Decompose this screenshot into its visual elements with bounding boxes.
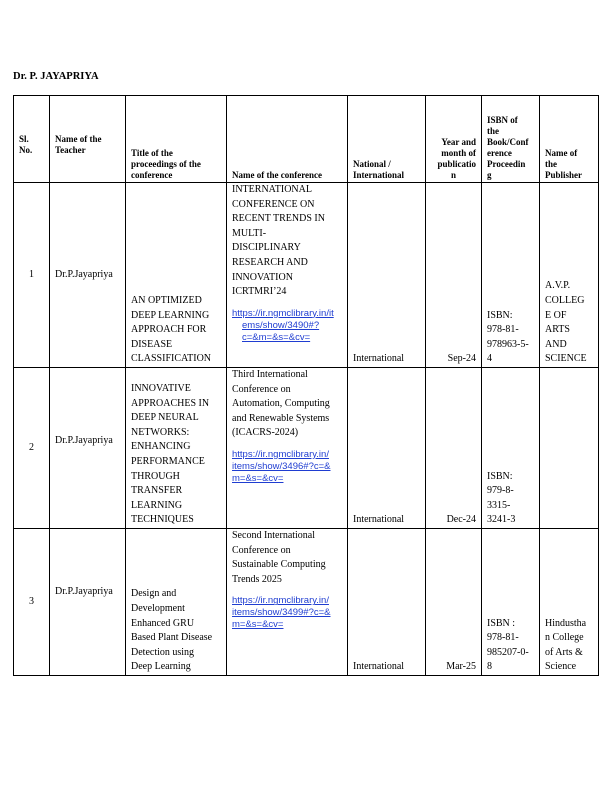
cell-date: Sep-24 xyxy=(426,183,482,368)
header-sl-no: Sl. No. xyxy=(14,96,50,183)
cell-isbn: ISBN: 979-8- 3315- 3241-3 xyxy=(482,368,540,529)
cell-teacher: Dr.P.Jayapriya xyxy=(50,529,126,676)
header-national-international: National / International xyxy=(348,96,426,183)
table-row xyxy=(14,183,599,368)
cell-national-international: International xyxy=(348,529,426,676)
cell-title: Design and Development Enhanced GRU Based Plant Disease Detection using Deep Learning xyxy=(126,529,227,676)
header-year-month: Year and month of publicatio n xyxy=(426,96,482,183)
cell-conference: Second International Conference on Sustainable Computing Trends 2025 https://ir.ngmclibrary.in/ items/show/3499#?c=& m=&s=&cv= xyxy=(227,529,348,676)
header-publisher: Name of the Publisher xyxy=(540,96,599,183)
header-conference-name: Name of the conference xyxy=(227,96,348,183)
cell-date: Dec-24 xyxy=(426,368,482,529)
cell-sl-no: 3 xyxy=(14,529,50,676)
cell-national-international: International xyxy=(348,368,426,529)
cell-publisher xyxy=(540,368,599,529)
page-heading: Dr. P. JAYAPRIYA xyxy=(13,71,99,82)
cell-isbn: ISBN : 978-81- 985207-0- 8 xyxy=(482,529,540,676)
conference-link[interactable]: https://ir.ngmclibrary.in/ items/show/3499#?c=& m=&s=&cv= xyxy=(232,595,331,631)
conference-table xyxy=(13,95,599,676)
cell-publisher: A.V.P. COLLEG E OF ARTS AND SCIENCE xyxy=(540,183,599,368)
table-row xyxy=(14,368,599,529)
header-teacher: Name of the Teacher xyxy=(50,96,126,183)
cell-title: AN OPTIMIZED DEEP LEARNING APPROACH FOR DISEASE CLASSIFICATION xyxy=(126,183,227,368)
cell-isbn: ISBN: 978-81- 978963-5- 4 xyxy=(482,183,540,368)
header-title: Title of the proceedings of the conference xyxy=(126,96,227,183)
header-row xyxy=(14,96,599,183)
cell-national-international: International xyxy=(348,183,426,368)
cell-publisher: Hindustha n College of Arts & Science xyxy=(540,529,599,676)
cell-conference: INTERNATIONAL CONFERENCE ON RECENT TRENDS IN MULTI- DISCIPLINARY RESEARCH AND INNOVATION ICRTMRI’24 https://ir.ngmclibrary.in/it ems/show/3490#? c=&m=&s=&cv= xyxy=(227,183,348,368)
cell-date: Mar-25 xyxy=(426,529,482,676)
conference-link[interactable]: https://ir.ngmclibrary.in/it ems/show/3490#? c=&m=&s=&cv= xyxy=(232,307,334,343)
cell-teacher: Dr.P.Jayapriya xyxy=(50,183,126,368)
cell-title: INNOVATIVE APPROACHES IN DEEP NEURAL NETWORKS: ENHANCING PERFORMANCE THROUGH TRANSFER LEARNING TECHNIQUES xyxy=(126,368,227,529)
cell-sl-no: 2 xyxy=(14,368,50,529)
conference-link[interactable]: https://ir.ngmclibrary.in/ items/show/3496#?c=& m=&s=&cv= xyxy=(232,448,331,484)
cell-teacher: Dr.P.Jayapriya xyxy=(50,368,126,529)
cell-sl-no: 1 xyxy=(14,183,50,368)
table-row xyxy=(14,529,599,676)
cell-conference: Third International Conference on Automation, Computing and Renewable Systems (ICACRS-2024) https://ir.ngmclibrary.in/ items/show/3496#?c=& m=&s=&cv= xyxy=(227,368,348,529)
header-isbn: ISBN of the Book/Conf erence Proceedin g xyxy=(482,96,540,183)
